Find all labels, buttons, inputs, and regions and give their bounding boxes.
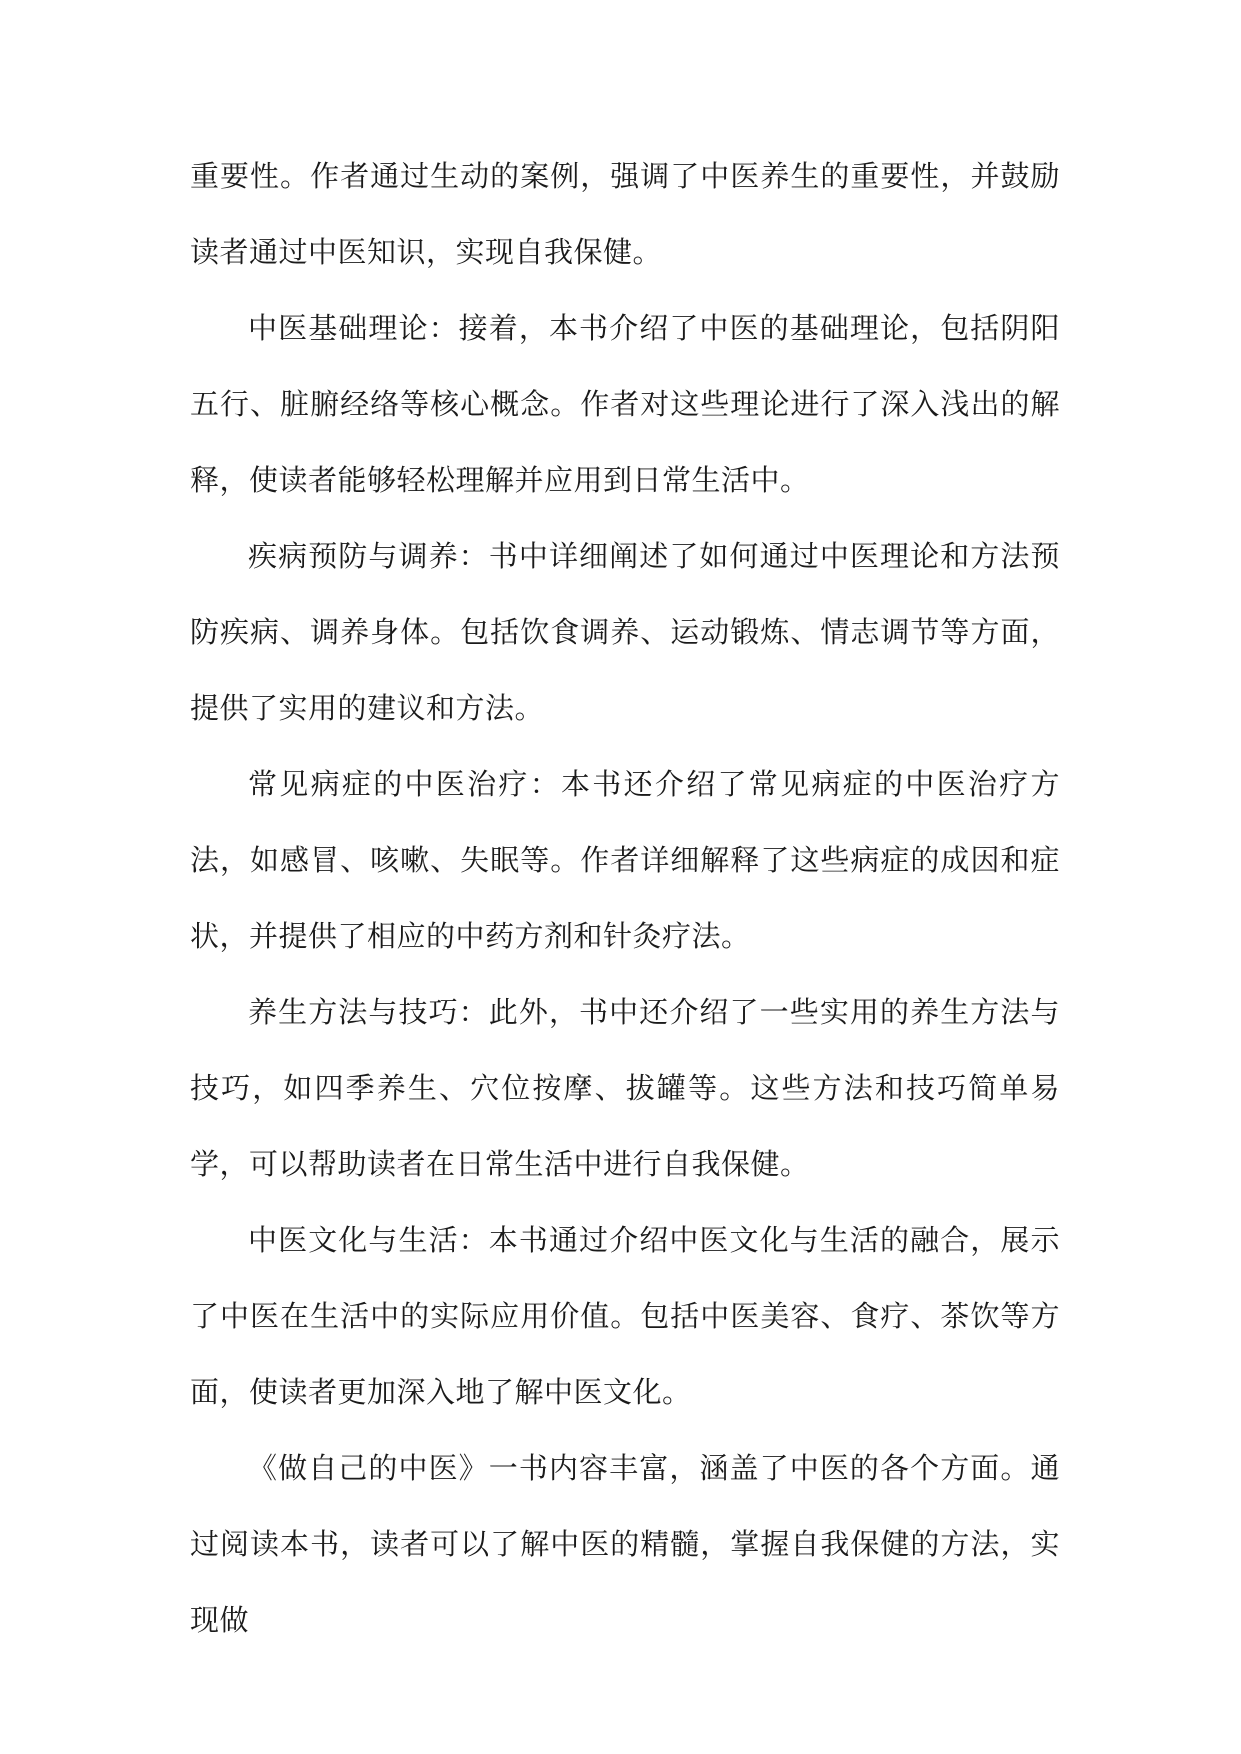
paragraph-tcm-basic-theory: 中医基础理论：接着，本书介绍了中医的基础理论，包括阴阳五行、脏腑经络等核心概念。作者对这些理论进行了深入浅出的解释，使读者能够轻松理解并应用到日常生活中。	[190, 311, 1060, 497]
document-body	[190, 138, 1060, 1658]
paragraph-tcm-culture: 中医文化与生活：本书通过介绍中医文化与生活的融合，展示了中医在生活中的实际应用价值。包括中医美容、食疗、茶饮等方面，使读者更加深入地了解中医文化。	[190, 1223, 1060, 1409]
paragraph-book-summary: 《做自己的中医》一书内容丰富，涵盖了中医的各个方面。通过阅读本书，读者可以了解中医的精髓，掌握自我保健的方法，实现做	[190, 1451, 1060, 1637]
paragraph-disease-prevention: 疾病预防与调养：书中详细阐述了如何通过中医理论和方法预防疾病、调养身体。包括饮食调养、运动锻炼、情志调节等方面，提供了实用的建议和方法。	[190, 539, 1060, 725]
paragraph-continuation: 重要性。作者通过生动的案例，强调了中医养生的重要性，并鼓励读者通过中医知识，实现自我保健。	[190, 159, 1060, 269]
paragraph-common-illness-treatment: 常见病症的中医治疗：本书还介绍了常见病症的中医治疗方法，如感冒、咳嗽、失眠等。作者详细解释了这些病症的成因和症状，并提供了相应的中药方剂和针灸疗法。	[190, 767, 1060, 953]
paragraph-health-methods: 养生方法与技巧：此外，书中还介绍了一些实用的养生方法与技巧，如四季养生、穴位按摩、拔罐等。这些方法和技巧简单易学，可以帮助读者在日常生活中进行自我保健。	[190, 995, 1060, 1181]
